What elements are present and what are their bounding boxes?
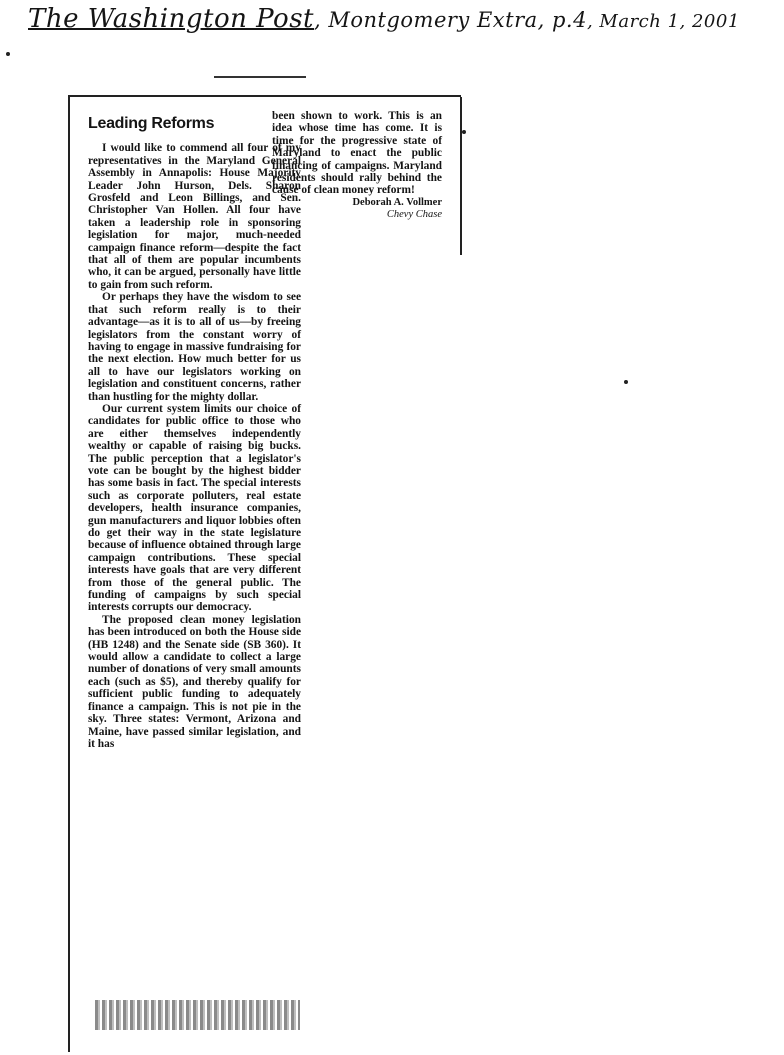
publication-date: , March 1, 2001 [586, 11, 740, 32]
clipping-top-rule [214, 76, 306, 78]
scan-smudge [95, 1000, 300, 1030]
scan-speck [624, 380, 628, 384]
scan-speck [6, 52, 10, 56]
article-continuation: been shown to work. This is an idea whose time has come. It is time for the progressive state of Maryland to enact the public financing of campaigns. Maryland residents should rally behind the cause of clean money reform! [272, 110, 442, 197]
publication-name: The Washington Post [28, 4, 314, 34]
article-column-2 [272, 110, 442, 222]
article-column-1 [88, 115, 301, 750]
article-paragraph: I would like to commend all four of my representatives in the Maryland General Assembly in Annapolis: House Majority Leader John Hurson, Dels. Sharon Grosfeld and Leon Billings, and Sen. Christopher Van Hollen. All four have taken a leadership role in sponsoring legislation for major, much-needed campaign finance reform—despite the fact that all of them are popular incumbents who, it can be argued, personally have little to gain from such reform. [88, 142, 301, 291]
article-paragraph: The proposed clean money legislation has been introduced on both the House side (HB 1248) and the Senate side (SB 360). It would allow a candidate to collect a large number of donations of very small amounts each (such as $5), and thereby qualify for sufficient public funding to adequately finance a campaign. This is not pie in the sky. Three states: Vermont, Arizona and Maine, have passed similar legislation, and it has [88, 613, 301, 750]
scan-speck [462, 130, 466, 134]
article-paragraph: Our current system limits our choice of candidates for public office to those who are either themselves independently wealthy or capable of raising big bucks. The public perception that a legislator's vote can be bought by the highest bidder has some basis in fact. The special interests such as corporate polluters, real estate developers, health insurance companies, gun manufacturers and liquor lobbies often do get their way in the state legislature because of influence obtained through large campaign contributions. These special interests have goals that are very different from those of the general public. The funding of campaigns by such special interests corrupts our democracy. [88, 402, 301, 614]
article-headline: Leading Reforms [88, 115, 215, 132]
author-location: Chevy Chase [386, 209, 442, 221]
author-signature: Deborah A. Vollmer [352, 196, 442, 208]
section-page: , Montgomery Extra, p.4 [314, 8, 587, 32]
handwritten-source-note [28, 4, 768, 48]
article-paragraph: Or perhaps they have the wisdom to see that such reform really is to their advantage—as it is to all of us—by freeing legislators from the constant worry of having to engage in massive fundraising for the next election. How much better for us all to have our legislators working on legislation and constituent concerns, rather than hustling for the mighty dollar. [88, 291, 301, 403]
